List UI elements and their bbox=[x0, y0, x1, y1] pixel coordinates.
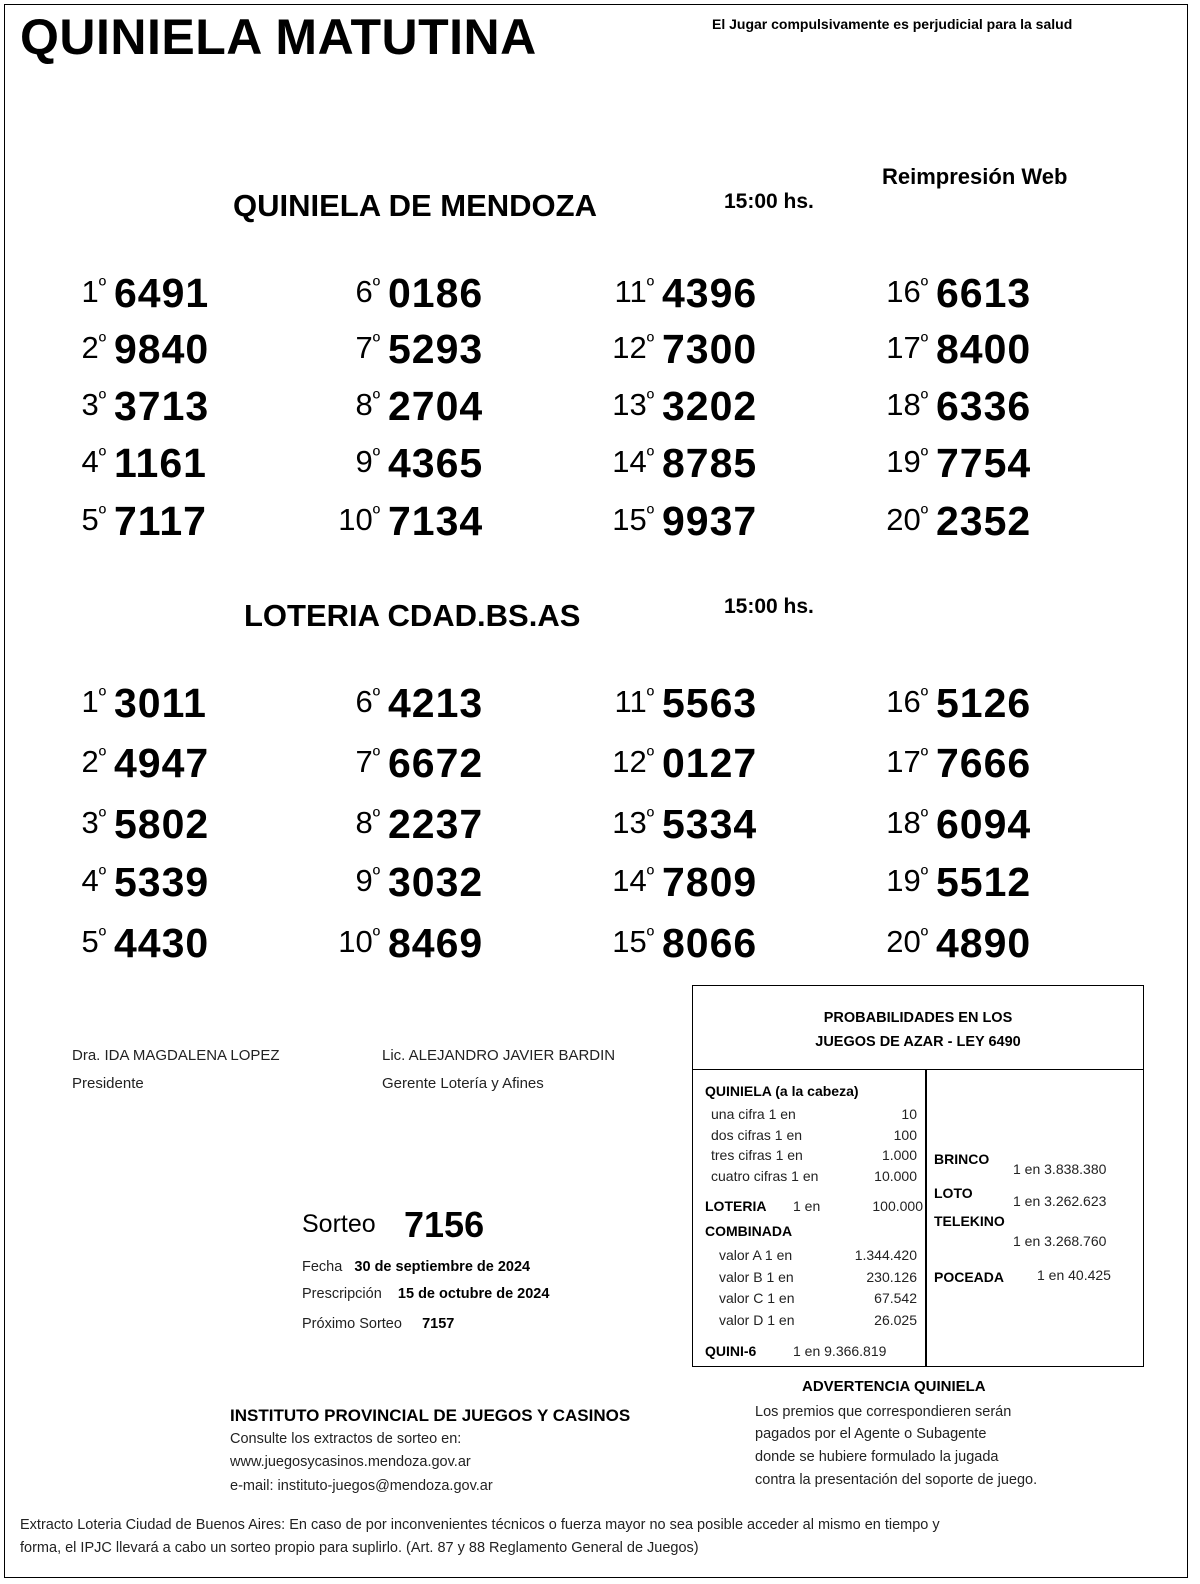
result-number: 5334 bbox=[662, 801, 758, 847]
result-position bbox=[355, 330, 380, 366]
result-number: 4890 bbox=[936, 920, 1032, 966]
result-position bbox=[355, 274, 380, 310]
ordinal-mark: º bbox=[646, 745, 654, 767]
result-position bbox=[886, 330, 928, 366]
ordinal-mark: º bbox=[372, 806, 380, 828]
result-number: 6613 bbox=[936, 270, 1032, 316]
result-position-number: 5 bbox=[81, 924, 99, 959]
result-number: 5126 bbox=[936, 680, 1032, 726]
result-number: 8400 bbox=[936, 326, 1032, 372]
result-position-number: 2 bbox=[81, 744, 99, 779]
result-position bbox=[612, 330, 654, 366]
result-position-number: 14 bbox=[612, 444, 647, 479]
result-position-number: 2 bbox=[81, 330, 99, 365]
probability-row-label: valor C 1 en bbox=[719, 1290, 795, 1306]
ordinal-mark: º bbox=[920, 685, 928, 707]
ordinal-mark: º bbox=[372, 503, 380, 525]
ordinal-mark: º bbox=[98, 445, 106, 467]
result-position bbox=[612, 502, 654, 538]
result-position bbox=[355, 744, 380, 780]
result-position-number: 20 bbox=[886, 924, 921, 959]
result-position-number: 11 bbox=[614, 274, 647, 309]
result-number: 4365 bbox=[388, 440, 484, 486]
result-position bbox=[355, 444, 380, 480]
result-position bbox=[612, 924, 654, 960]
result-position-number: 1 bbox=[81, 684, 99, 719]
ordinal-mark: º bbox=[98, 745, 106, 767]
result-position-number: 6 bbox=[355, 684, 373, 719]
result-number: 7134 bbox=[388, 498, 484, 544]
ordinal-mark: º bbox=[920, 331, 928, 353]
result-position-number: 16 bbox=[886, 684, 921, 719]
instituto-email: e-mail: instituto-juegos@mendoza.gov.ar bbox=[230, 1478, 493, 1494]
combinada-label: COMBINADA bbox=[705, 1223, 793, 1239]
result-number: 7809 bbox=[662, 859, 758, 905]
prescripcion-row bbox=[302, 1286, 549, 1302]
result-position-number: 15 bbox=[612, 502, 647, 537]
result-number: 7300 bbox=[662, 326, 758, 372]
result-position bbox=[615, 684, 655, 720]
result-number: 8785 bbox=[662, 440, 758, 486]
advertencia-line: contra la presentación del soporte de juego. bbox=[755, 1472, 1038, 1488]
ordinal-mark: º bbox=[372, 445, 380, 467]
result-number: 5293 bbox=[388, 326, 484, 372]
probabilities-box bbox=[692, 985, 1144, 1367]
result-position bbox=[355, 863, 380, 899]
advertencia-line: donde se hubiere formulado la jugada bbox=[755, 1449, 999, 1465]
result-position bbox=[81, 274, 106, 310]
quiniela-label: QUINIELA (a la cabeza) bbox=[705, 1083, 859, 1099]
probabilities-divider bbox=[925, 1070, 927, 1366]
ordinal-mark: º bbox=[98, 388, 106, 410]
result-position bbox=[81, 684, 106, 720]
result-number: 5512 bbox=[936, 859, 1032, 905]
ordinal-mark: º bbox=[98, 685, 106, 707]
ordinal-mark: º bbox=[372, 925, 380, 947]
result-position bbox=[886, 387, 928, 423]
result-position-number: 18 bbox=[886, 387, 921, 422]
result-position bbox=[81, 924, 106, 960]
ordinal-mark: º bbox=[98, 331, 106, 353]
advertencia-title: ADVERTENCIA QUINIELA bbox=[802, 1378, 986, 1395]
result-position-number: 17 bbox=[886, 744, 921, 779]
instituto-website: www.juegosycasinos.mendoza.gov.ar bbox=[230, 1454, 471, 1470]
result-position-number: 1 bbox=[81, 274, 99, 309]
reprint-label: Reimpresión Web bbox=[882, 164, 1068, 189]
result-position-number: 9 bbox=[355, 863, 373, 898]
probability-row-label: valor A 1 en bbox=[719, 1247, 793, 1263]
result-position bbox=[886, 684, 928, 720]
result-position-number: 5 bbox=[81, 502, 99, 537]
loto-label: LOTO bbox=[934, 1185, 973, 1201]
result-position-number: 19 bbox=[886, 444, 921, 479]
result-position bbox=[886, 924, 928, 960]
prescripcion-label: Prescripción bbox=[302, 1286, 382, 1302]
result-number: 4396 bbox=[662, 270, 758, 316]
ordinal-mark: º bbox=[920, 275, 928, 297]
result-position-number: 18 bbox=[886, 805, 921, 840]
signature-left-name: Dra. IDA MAGDALENA LOPEZ bbox=[72, 1047, 280, 1064]
probability-row-value: 67.542 bbox=[874, 1290, 917, 1306]
result-position bbox=[355, 684, 380, 720]
quini6-text: 1 en 9.366.819 bbox=[793, 1343, 887, 1359]
result-number: 3202 bbox=[662, 383, 758, 429]
advertencia-line: Los premios que correspondieren serán bbox=[755, 1404, 1012, 1420]
result-position bbox=[886, 805, 928, 841]
loteria-label: LOTERIA bbox=[705, 1198, 767, 1214]
result-position-number: 10 bbox=[338, 924, 373, 959]
health-warning: El Jugar compulsivamente es perjudicial para la salud bbox=[712, 16, 1073, 32]
proximo-value: 7157 bbox=[422, 1316, 455, 1332]
probability-row-value: 26.025 bbox=[874, 1311, 917, 1328]
result-number: 4213 bbox=[388, 680, 484, 726]
loteria-text: 1 en bbox=[793, 1198, 821, 1214]
proximo-label: Próximo Sorteo bbox=[302, 1316, 402, 1332]
result-position-number: 14 bbox=[612, 863, 647, 898]
result-number: 5802 bbox=[114, 801, 210, 847]
ordinal-mark: º bbox=[920, 445, 928, 467]
result-position bbox=[615, 274, 655, 310]
brinco-value: 1 en 3.838.380 bbox=[1013, 1161, 1107, 1177]
ordinal-mark: º bbox=[98, 275, 106, 297]
result-position bbox=[81, 744, 106, 780]
result-position bbox=[81, 805, 106, 841]
result-position-number: 6 bbox=[355, 274, 373, 309]
sorteo-label: Sorteo bbox=[302, 1210, 376, 1238]
result-number: 4430 bbox=[114, 920, 210, 966]
loteria-value: 100.000 bbox=[872, 1198, 923, 1214]
result-number: 2704 bbox=[388, 383, 484, 429]
result-position bbox=[612, 744, 654, 780]
result-position bbox=[612, 863, 654, 899]
signature-left-role: Presidente bbox=[72, 1075, 144, 1092]
result-position bbox=[81, 863, 106, 899]
fecha-row bbox=[302, 1259, 530, 1275]
ordinal-mark: º bbox=[646, 925, 654, 947]
result-number: 7754 bbox=[936, 440, 1032, 486]
ordinal-mark: º bbox=[98, 503, 106, 525]
result-position-number: 8 bbox=[355, 387, 373, 422]
result-position-number: 19 bbox=[886, 863, 921, 898]
result-position bbox=[886, 444, 928, 480]
ordinal-mark: º bbox=[920, 503, 928, 525]
ordinal-mark: º bbox=[920, 925, 928, 947]
result-position bbox=[886, 274, 928, 310]
instituto-title: INSTITUTO PROVINCIAL DE JUEGOS Y CASINOS bbox=[230, 1406, 631, 1425]
probability-row-value: 1.344.420 bbox=[854, 1247, 917, 1263]
result-number: 2237 bbox=[388, 801, 484, 847]
result-number: 0127 bbox=[662, 740, 758, 786]
telekino-value: 1 en 3.268.760 bbox=[1013, 1233, 1107, 1249]
result-number: 1161 bbox=[114, 440, 207, 486]
advertencia-line: pagados por el Agente o Subagente bbox=[755, 1426, 987, 1442]
result-position-number: 13 bbox=[612, 387, 647, 422]
ordinal-mark: º bbox=[98, 806, 106, 828]
result-position-number: 20 bbox=[886, 502, 921, 537]
result-number: 7666 bbox=[936, 740, 1032, 786]
probabilities-title-line2: JUEGOS DE AZAR - LEY 6490 bbox=[815, 1034, 1021, 1050]
result-number: 5339 bbox=[114, 859, 210, 905]
page-title: QUINIELA MATUTINA bbox=[20, 9, 537, 65]
result-position-number: 13 bbox=[612, 805, 647, 840]
probabilities-title-line1: PROBABILIDADES EN LOS bbox=[823, 1010, 1013, 1026]
result-position-number: 12 bbox=[612, 330, 647, 365]
ordinal-mark: º bbox=[646, 275, 654, 297]
probability-row-label: valor B 1 en bbox=[719, 1268, 794, 1285]
probability-row-label: tres cifras 1 en bbox=[711, 1147, 803, 1163]
result-position bbox=[886, 502, 928, 538]
result-position bbox=[81, 444, 106, 480]
result-position-number: 16 bbox=[886, 274, 921, 309]
result-position bbox=[886, 863, 928, 899]
probability-row-value: 10.000 bbox=[874, 1167, 917, 1184]
ordinal-mark: º bbox=[920, 745, 928, 767]
ciudad-title: LOTERIA CDAD.BS.AS bbox=[244, 598, 581, 633]
quini6-label: QUINI-6 bbox=[705, 1343, 757, 1359]
probability-row-label: una cifra 1 en bbox=[711, 1106, 796, 1122]
probability-row-value: 10 bbox=[901, 1106, 917, 1122]
footer-line2: forma, el IPJC llevará a cabo un sorteo propio para suplirlo. (Art. 87 y 88 Reglamento General de Juegos) bbox=[20, 1540, 699, 1556]
result-number: 6672 bbox=[388, 740, 484, 786]
ordinal-mark: º bbox=[372, 388, 380, 410]
ordinal-mark: º bbox=[372, 864, 380, 886]
ciudad-time: 15:00 hs. bbox=[724, 595, 814, 618]
ordinal-mark: º bbox=[372, 275, 380, 297]
ordinal-mark: º bbox=[920, 388, 928, 410]
result-number: 9937 bbox=[662, 498, 758, 544]
signature-right-role: Gerente Lotería y Afines bbox=[382, 1075, 544, 1092]
loto-value: 1 en 3.262.623 bbox=[1013, 1193, 1107, 1209]
poceada-label: POCEADA bbox=[934, 1269, 1005, 1285]
probabilities-title bbox=[693, 986, 1143, 1070]
fecha-value: 30 de septiembre de 2024 bbox=[354, 1259, 531, 1275]
footer-line1: Extracto Loteria Ciudad de Buenos Aires: En caso de por inconvenientes técnicos o fuerza mayor no sea posible acceder al mismo en tiempo y bbox=[20, 1517, 940, 1533]
result-position bbox=[886, 744, 928, 780]
telekino-label: TELEKINO bbox=[934, 1213, 1005, 1229]
result-number: 3713 bbox=[114, 383, 210, 429]
result-number: 6336 bbox=[936, 383, 1032, 429]
result-position bbox=[355, 387, 380, 423]
result-number: 5563 bbox=[662, 680, 758, 726]
probability-row-label: dos cifras 1 en bbox=[711, 1126, 803, 1143]
mendoza-time: 15:00 hs. bbox=[724, 190, 814, 213]
ordinal-mark: º bbox=[372, 331, 380, 353]
ordinal-mark: º bbox=[646, 331, 654, 353]
result-position-number: 12 bbox=[612, 744, 647, 779]
fecha-label: Fecha bbox=[302, 1259, 343, 1275]
ordinal-mark: º bbox=[98, 925, 106, 947]
result-number: 2352 bbox=[936, 498, 1032, 544]
result-position bbox=[355, 805, 380, 841]
result-position-number: 9 bbox=[355, 444, 373, 479]
brinco-label: BRINCO bbox=[934, 1151, 990, 1167]
probability-row-label: cuatro cifras 1 en bbox=[711, 1167, 819, 1184]
ordinal-mark: º bbox=[98, 864, 106, 886]
result-number: 6491 bbox=[114, 270, 210, 316]
result-number: 4947 bbox=[114, 740, 210, 786]
result-position-number: 4 bbox=[81, 444, 99, 479]
result-number: 0186 bbox=[388, 270, 484, 316]
ordinal-mark: º bbox=[646, 445, 654, 467]
result-position-number: 10 bbox=[338, 502, 373, 537]
ordinal-mark: º bbox=[920, 806, 928, 828]
result-position-number: 17 bbox=[886, 330, 921, 365]
ordinal-mark: º bbox=[646, 388, 654, 410]
result-number: 8469 bbox=[388, 920, 484, 966]
poceada-value: 1 en 40.425 bbox=[1037, 1267, 1111, 1283]
result-position-number: 8 bbox=[355, 805, 373, 840]
ordinal-mark: º bbox=[646, 806, 654, 828]
result-number: 3011 bbox=[114, 680, 207, 726]
result-position-number: 3 bbox=[81, 387, 99, 422]
result-number: 7117 bbox=[114, 498, 207, 544]
mendoza-title: QUINIELA DE MENDOZA bbox=[233, 188, 597, 223]
instituto-line1: Consulte los extractos de sorteo en: bbox=[230, 1431, 462, 1447]
result-position bbox=[612, 444, 654, 480]
result-number: 9840 bbox=[114, 326, 210, 372]
probability-row-value: 230.126 bbox=[866, 1268, 917, 1285]
result-number: 6094 bbox=[936, 801, 1032, 847]
result-number: 3032 bbox=[388, 859, 484, 905]
result-number: 8066 bbox=[662, 920, 758, 966]
result-position bbox=[338, 924, 380, 960]
probability-row-value: 100 bbox=[893, 1126, 917, 1143]
result-position-number: 11 bbox=[614, 684, 647, 719]
result-position-number: 7 bbox=[355, 744, 373, 779]
result-position bbox=[612, 805, 654, 841]
probability-row-value: 1.000 bbox=[881, 1147, 917, 1163]
result-position-number: 3 bbox=[81, 805, 99, 840]
result-position-number: 4 bbox=[81, 863, 99, 898]
result-position-number: 7 bbox=[355, 330, 373, 365]
prescripcion-value: 15 de octubre de 2024 bbox=[397, 1286, 550, 1302]
probability-row-label: valor D 1 en bbox=[719, 1311, 795, 1328]
result-position bbox=[81, 502, 106, 538]
sorteo-number: 7156 bbox=[404, 1204, 485, 1245]
proximo-row bbox=[302, 1316, 454, 1332]
ordinal-mark: º bbox=[372, 685, 380, 707]
result-position bbox=[81, 330, 106, 366]
result-position-number: 15 bbox=[612, 924, 647, 959]
ordinal-mark: º bbox=[372, 745, 380, 767]
ordinal-mark: º bbox=[646, 685, 654, 707]
ordinal-mark: º bbox=[646, 864, 654, 886]
result-position bbox=[81, 387, 106, 423]
result-position bbox=[612, 387, 654, 423]
ordinal-mark: º bbox=[920, 864, 928, 886]
signature-right-name: Lic. ALEJANDRO JAVIER BARDIN bbox=[382, 1047, 616, 1064]
ordinal-mark: º bbox=[646, 503, 654, 525]
result-position bbox=[338, 502, 380, 538]
